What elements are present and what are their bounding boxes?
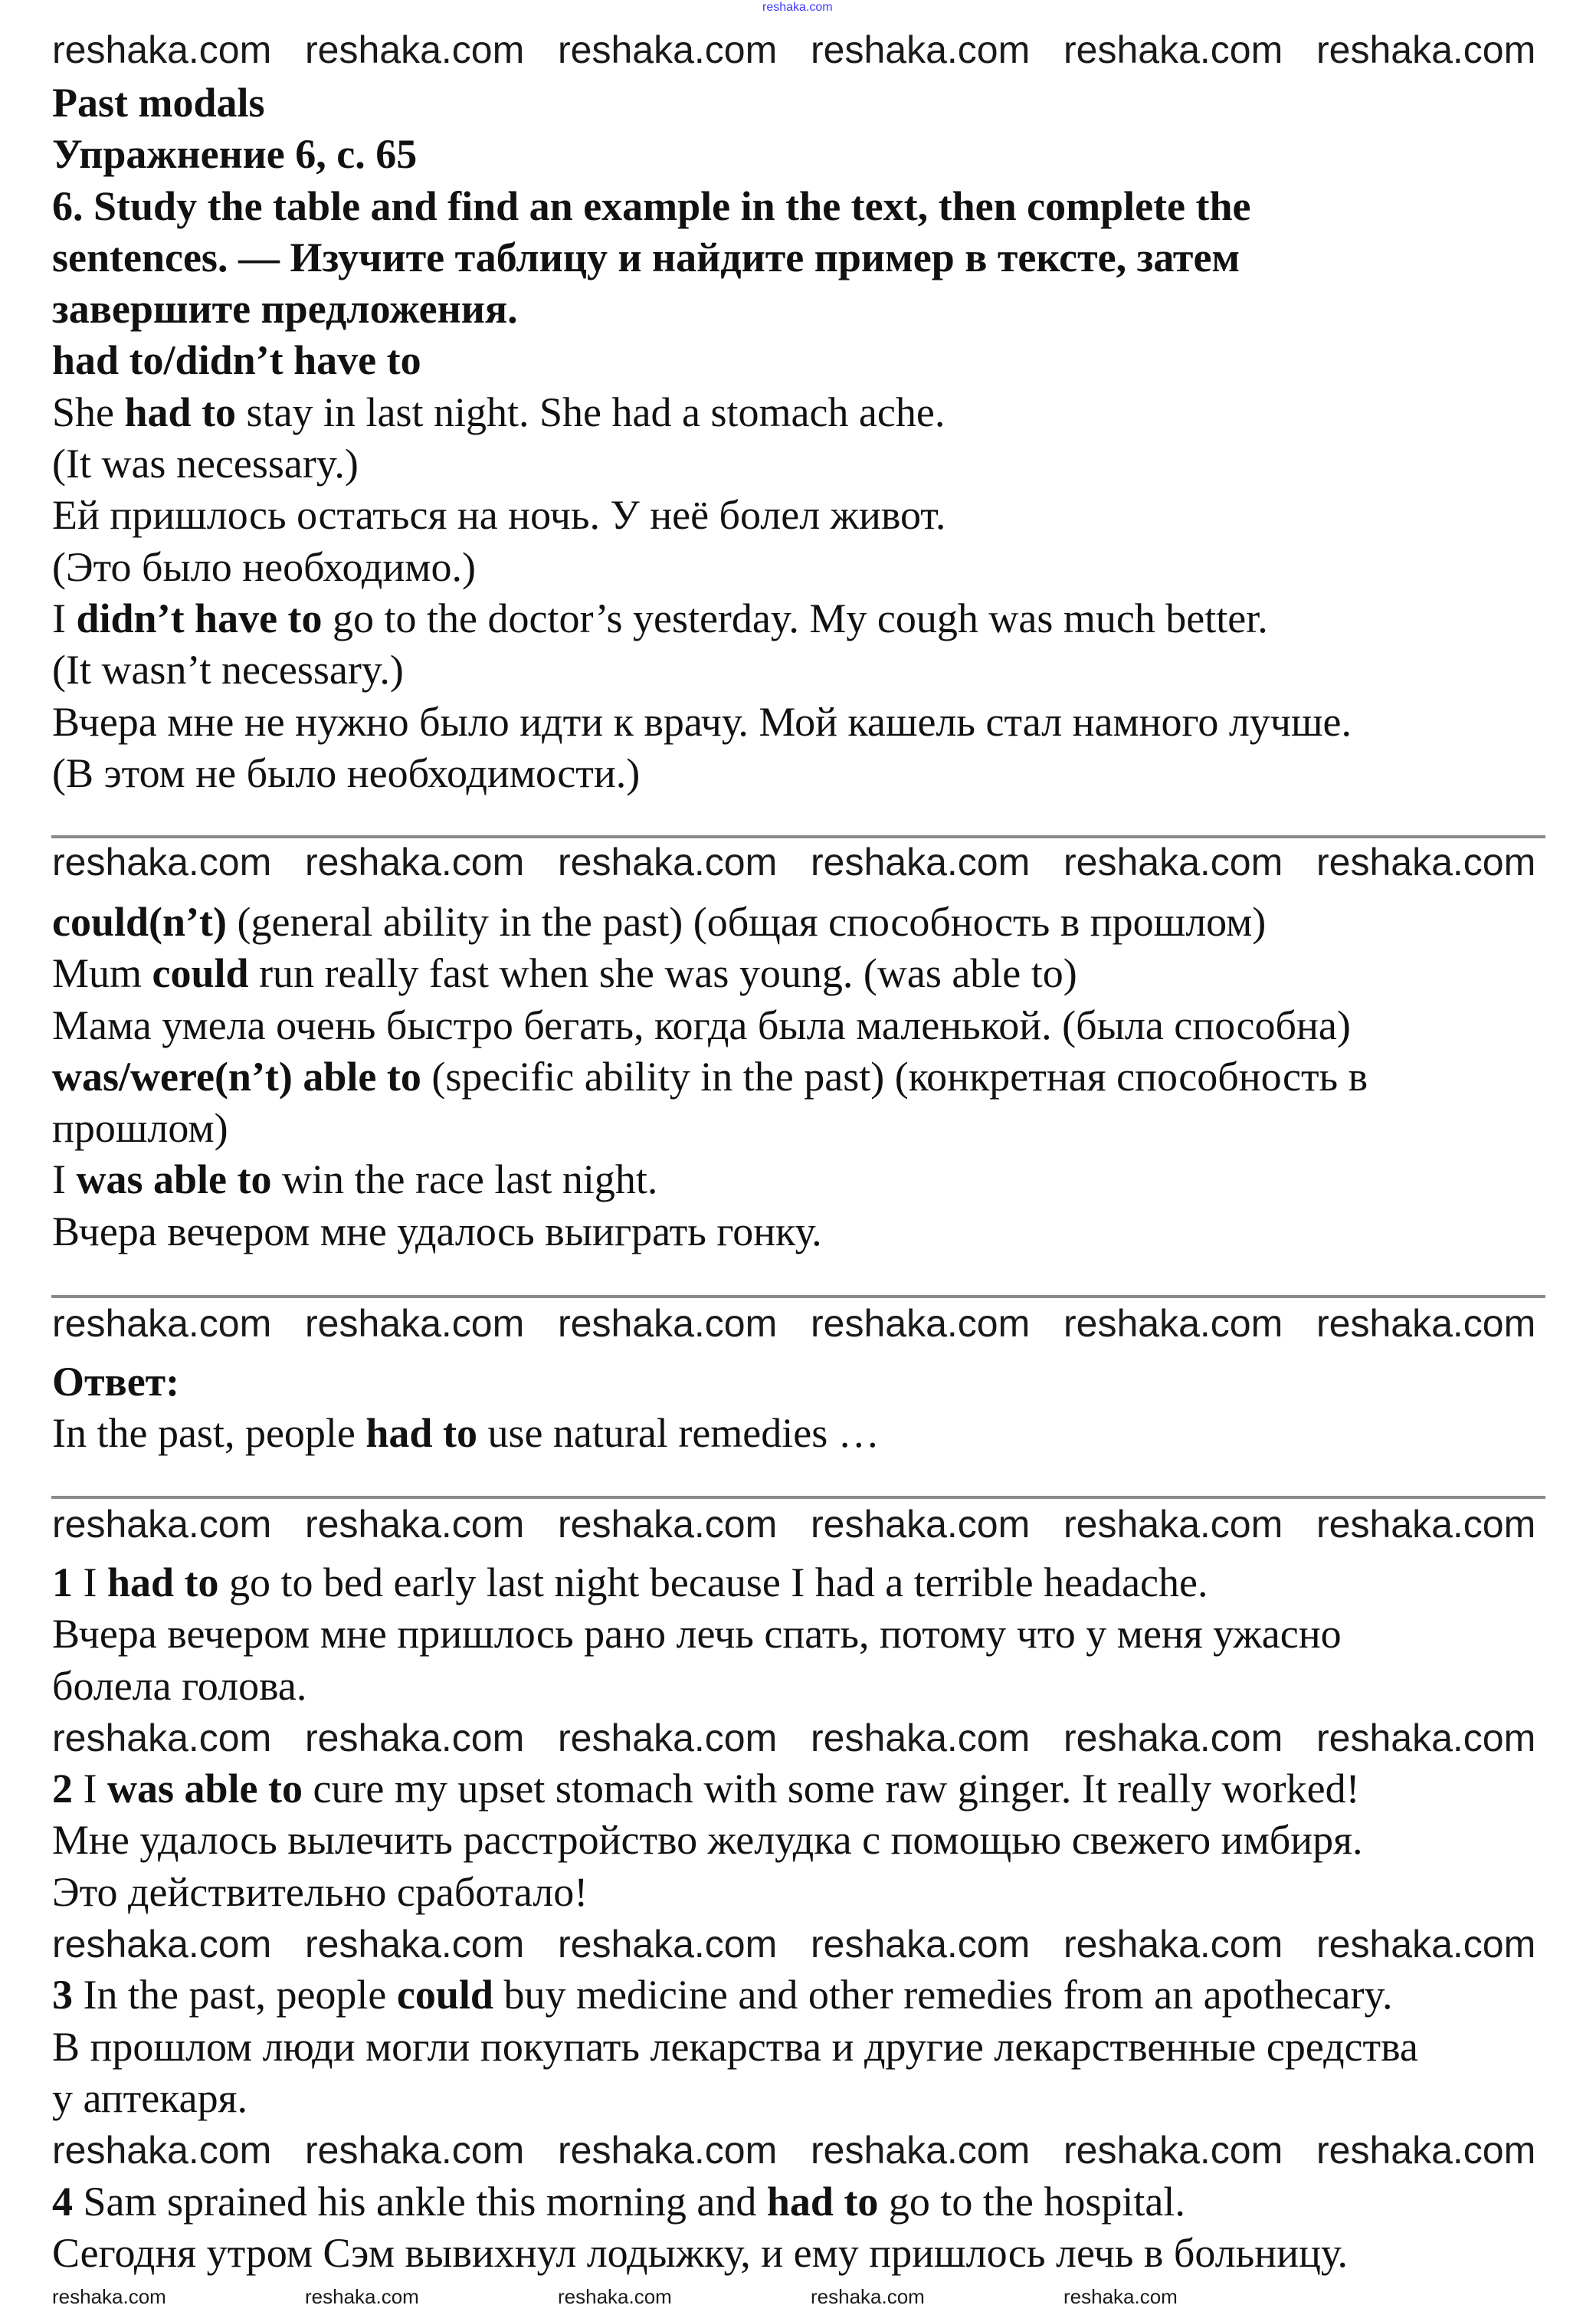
text-line (52, 77, 1577, 129)
grammar-section-could (52, 897, 1577, 1258)
text-line (52, 697, 1577, 748)
text: (specific ability in the past) (конкретная способность в (421, 1053, 1368, 1100)
watermark: reshaka.com (305, 841, 525, 884)
text-line (52, 490, 1577, 541)
watermark: reshaka.com (1316, 1503, 1536, 1546)
watermark: reshaka.com (1316, 1923, 1536, 1966)
bold-text: had to (124, 389, 237, 435)
watermark: reshaka.com (811, 2129, 1031, 2172)
text: Вчера вечером мне удалось выиграть гонку. (52, 1208, 822, 1254)
text: (Это было необходимо.) (52, 543, 476, 590)
bold-text: 4 (52, 2178, 73, 2225)
watermark: reshaka.com (305, 1302, 525, 1345)
bold-text: had to (766, 2178, 879, 2225)
divider (51, 835, 1545, 838)
watermark: reshaka.com (1063, 2285, 1178, 2308)
watermark: reshaka.com (558, 2285, 672, 2308)
watermark: reshaka.com (1316, 2129, 1536, 2172)
text-line (52, 1103, 1577, 1154)
text: I (73, 1766, 107, 1812)
text: use natural remedies … (477, 1410, 880, 1457)
text-line (52, 1969, 1577, 2021)
text: I (52, 595, 77, 641)
text-line (52, 438, 1577, 490)
text: Ей пришлось остаться на ночь. У неё болел живот. (52, 492, 946, 539)
header-link[interactable]: reshaka.com (762, 1, 833, 14)
watermark: reshaka.com (52, 1717, 272, 1759)
text: buy medicine and other remedies from an apothecary. (493, 1972, 1393, 2018)
text: прошлом) (52, 1105, 228, 1152)
watermark: reshaka.com (1316, 1717, 1536, 1759)
text: (It was necessary.) (52, 441, 359, 487)
watermark: reshaka.com (558, 1302, 778, 1345)
bold-text: Упражнение 6, с. 65 (52, 131, 418, 178)
text-line (52, 1051, 1577, 1103)
bold-text: завершите предложения. (52, 286, 518, 333)
text-line (52, 129, 1577, 180)
text-line (52, 335, 1577, 386)
text-line (52, 1557, 1577, 1608)
watermark: reshaka.com (1063, 2129, 1283, 2172)
text-line (52, 1867, 1577, 1918)
text: In the past, people (52, 1410, 366, 1457)
text: I (73, 1559, 107, 1605)
bold-text: had to (365, 1410, 477, 1457)
watermark: reshaka.com (558, 2129, 778, 2172)
watermark: reshaka.com (305, 1503, 525, 1546)
text: Сегодня утром Сэм вывихнул лодыжку, и ему пришлось лечь в больницу. (52, 2229, 1349, 2276)
watermark: reshaka.com (558, 841, 778, 884)
text: go to the hospital. (878, 2178, 1185, 2225)
text: cure my upset stomach with some raw ginger. It really worked! (302, 1766, 1360, 1812)
watermark: reshaka.com (1063, 1717, 1283, 1759)
text: In the past, people (73, 1972, 397, 2018)
text-line (52, 2228, 1577, 2279)
bold-text: could (152, 950, 249, 997)
bold-text: had to (107, 1559, 219, 1605)
text-line (52, 1000, 1577, 1051)
text: stay in last night. She had a stomach ache. (236, 389, 945, 435)
text: Это действительно сработало! (52, 1868, 588, 1915)
bold-text: was able to (76, 1156, 272, 1203)
text-line (52, 232, 1577, 284)
bold-text: was able to (107, 1766, 303, 1812)
bold-text: could (396, 1972, 493, 2018)
text-line (52, 387, 1577, 438)
watermark: reshaka.com (1316, 28, 1536, 71)
text: Мне удалось вылечить расстройство желудка с помощью свежего имбиря. (52, 1817, 1363, 1864)
text: go to bed early last night because I had a terrible headache. (218, 1559, 1208, 1605)
watermark: reshaka.com (305, 1923, 525, 1966)
text-line (52, 1815, 1577, 1866)
watermark: reshaka.com (52, 28, 272, 71)
watermark: reshaka.com (811, 2285, 925, 2308)
bold-text: 3 (52, 1972, 73, 2018)
text-line (52, 1356, 1577, 1408)
bold-text: didn’t have to (76, 595, 323, 641)
watermark: reshaka.com (52, 1503, 272, 1546)
text-line (52, 1661, 1577, 1712)
text-line (52, 593, 1577, 644)
text: go to the doctor’s yesterday. My cough was much better. (322, 595, 1268, 641)
text-line (52, 1608, 1577, 1660)
text: run really fast when she was young. (was able to) (248, 950, 1077, 997)
text-line (52, 2073, 1577, 2124)
watermark: reshaka.com (1063, 1302, 1283, 1345)
text: She (52, 389, 125, 435)
bold-text: could(n’t) (52, 899, 227, 945)
watermark: reshaka.com (811, 1503, 1031, 1546)
bold-text: Ответ: (52, 1359, 180, 1405)
watermark: reshaka.com (305, 2285, 419, 2308)
watermark: reshaka.com (811, 28, 1031, 71)
watermark: reshaka.com (52, 2285, 166, 2308)
text: Sam sprained his ankle this morning and (73, 2178, 767, 2225)
text: (It wasn’t necessary.) (52, 647, 404, 694)
watermark: reshaka.com (1063, 1923, 1283, 1966)
text-line (52, 1206, 1577, 1258)
text-line (52, 1154, 1577, 1205)
text-line (52, 748, 1577, 799)
text-line (52, 284, 1577, 335)
text: win the race last night. (271, 1156, 658, 1203)
text: Вчера вечером мне пришлось рано лечь спать, потому что у меня ужасно (52, 1611, 1342, 1658)
watermark: reshaka.com (811, 1302, 1031, 1345)
watermark: reshaka.com (811, 1717, 1031, 1759)
text: В прошлом люди могли покупать лекарства и другие лекарственные средства (52, 2023, 1418, 2070)
watermark: reshaka.com (558, 1503, 778, 1546)
watermark: reshaka.com (558, 28, 778, 71)
text-line (52, 1763, 1577, 1815)
watermark: reshaka.com (558, 1923, 778, 1966)
text-line (52, 2176, 1577, 2228)
text: у аптекаря. (52, 2074, 247, 2121)
watermark: reshaka.com (811, 841, 1031, 884)
watermark: reshaka.com (52, 1923, 272, 1966)
watermark: reshaka.com (52, 841, 272, 884)
divider (51, 1295, 1545, 1298)
text-line (52, 897, 1577, 948)
watermark: reshaka.com (811, 1923, 1031, 1966)
bold-text: Past modals (52, 80, 265, 126)
text: Вчера мне не нужно было идти к врачу. Мой кашель стал намного лучше. (52, 698, 1352, 745)
bold-text: sentences. — Изучите таблицу и найдите пример в тексте, затем (52, 234, 1240, 280)
watermark: reshaka.com (1316, 841, 1536, 884)
bold-text: 1 (52, 1559, 73, 1605)
watermark: reshaka.com (52, 1302, 272, 1345)
text: Мама умела очень быстро бегать, когда была маленькой. (была способна) (52, 1002, 1351, 1048)
watermark: reshaka.com (1063, 1503, 1283, 1546)
answer-section (52, 1356, 1577, 1460)
watermark: reshaka.com (305, 1717, 525, 1759)
text: (general ability in the past) (общая способность в прошлом) (227, 899, 1267, 945)
watermark: reshaka.com (1063, 28, 1283, 71)
watermark: reshaka.com (1316, 1302, 1536, 1345)
text: Mum (52, 950, 152, 997)
text: I (52, 1156, 77, 1203)
bold-text: was/were(n’t) able to (52, 1053, 421, 1100)
text-line (52, 2022, 1577, 2073)
watermark: reshaka.com (305, 28, 525, 71)
watermark: reshaka.com (52, 2129, 272, 2172)
watermark: reshaka.com (1063, 841, 1283, 884)
text-line (52, 644, 1577, 696)
divider (51, 1496, 1545, 1499)
bold-text: had to/didn’t have to (52, 337, 421, 384)
watermark: reshaka.com (558, 1717, 778, 1759)
text: болела голова. (52, 1662, 307, 1709)
text-line (52, 948, 1577, 999)
watermark: reshaka.com (305, 2129, 525, 2172)
bold-text: 2 (52, 1766, 73, 1812)
text: (В этом не было необходимости.) (52, 749, 641, 796)
grammar-section-had-to (52, 77, 1577, 799)
text-line (52, 1408, 1577, 1459)
text-line (52, 542, 1577, 593)
text-line (52, 181, 1577, 232)
bold-text: 6. Study the table and find an example in the text, then complete the (52, 182, 1251, 229)
